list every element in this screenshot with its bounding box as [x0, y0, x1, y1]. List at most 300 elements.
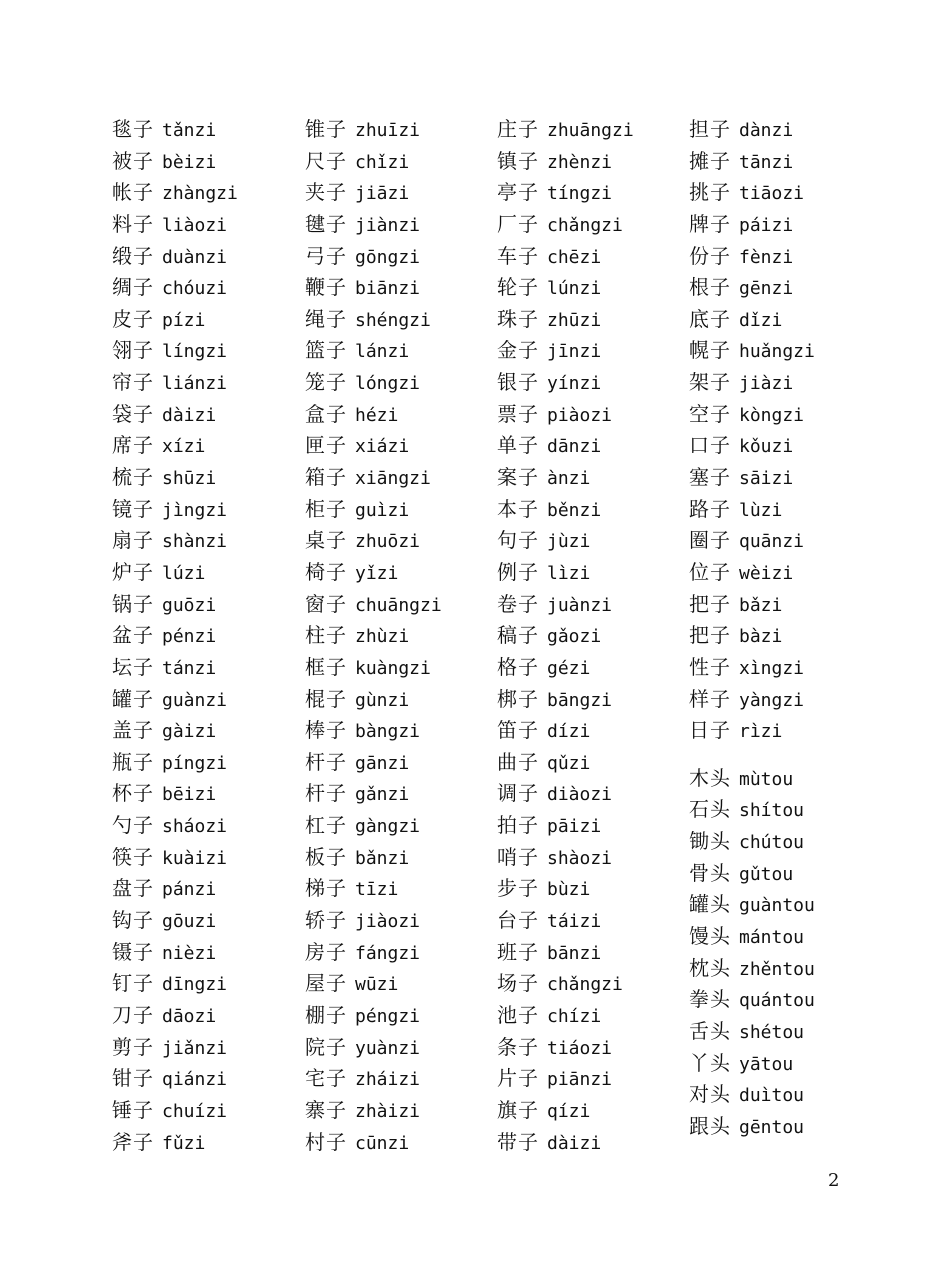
word-entry	[497, 968, 634, 1000]
word-entry	[112, 399, 238, 431]
word-entry	[305, 209, 442, 241]
word-entry	[689, 525, 815, 557]
word-hanzi: 份子	[689, 243, 731, 268]
word-pinyin: tíngzi	[547, 183, 613, 205]
word-entry	[112, 525, 238, 557]
word-entry	[689, 921, 815, 953]
word-pinyin: yātou	[739, 1053, 794, 1075]
word-hanzi: 钉子	[112, 971, 154, 996]
word-hanzi: 弓子	[305, 243, 347, 268]
word-entry	[305, 1095, 442, 1127]
word-hanzi: 亭子	[497, 180, 539, 205]
word-pinyin: ànzi	[547, 468, 591, 490]
word-entry	[689, 1048, 815, 1080]
word-entry	[112, 462, 238, 494]
word-entry	[305, 430, 442, 462]
word-pinyin: piānzi	[547, 1069, 613, 1091]
word-pinyin: guōzi	[162, 594, 217, 616]
word-entry	[305, 937, 442, 969]
word-pinyin: gēnzi	[739, 278, 794, 300]
word-pinyin: gǎozi	[547, 626, 602, 648]
word-entry	[497, 177, 634, 209]
word-entry	[305, 905, 442, 937]
word-hanzi: 盘子	[112, 876, 154, 901]
word-pinyin: tiáozi	[547, 1037, 613, 1059]
word-entry	[689, 462, 815, 494]
word-entry	[689, 494, 815, 526]
word-entry	[497, 810, 634, 842]
word-hanzi: 哨子	[497, 844, 539, 869]
word-entry	[305, 810, 442, 842]
word-entry	[497, 525, 634, 557]
word-entry	[497, 209, 634, 241]
word-entry	[497, 873, 634, 905]
word-pinyin: gézi	[547, 657, 591, 679]
word-entry	[112, 937, 238, 969]
word-hanzi: 金子	[497, 338, 539, 363]
word-pinyin: huǎngzi	[739, 341, 815, 363]
word-hanzi: 句子	[497, 528, 539, 553]
word-pinyin: chútou	[739, 832, 805, 854]
word-pinyin: qízi	[547, 1100, 591, 1122]
word-entry	[689, 1016, 815, 1048]
word-pinyin: běnzi	[547, 499, 602, 521]
word-entry	[689, 177, 815, 209]
word-hanzi: 罐子	[112, 686, 154, 711]
word-hanzi: 日子	[689, 718, 731, 743]
word-hanzi: 刀子	[112, 1002, 154, 1027]
word-hanzi: 屋子	[305, 971, 347, 996]
word-hanzi: 村子	[305, 1129, 347, 1154]
word-entry	[497, 589, 634, 621]
word-entry	[305, 873, 442, 905]
word-hanzi: 被子	[112, 148, 154, 173]
word-entry	[112, 1063, 238, 1095]
word-pinyin: gōuzi	[162, 911, 217, 933]
word-hanzi: 骨头	[689, 860, 731, 885]
word-entry	[689, 367, 815, 399]
word-pinyin: diàozi	[547, 784, 613, 806]
word-pinyin: kòngzi	[739, 404, 805, 426]
word-hanzi: 钳子	[112, 1066, 154, 1091]
word-entry	[305, 1063, 442, 1095]
word-pinyin: tānzi	[739, 151, 794, 173]
word-pinyin: chóuzi	[162, 278, 228, 300]
word-pinyin: pánzi	[162, 879, 217, 901]
word-hanzi: 棍子	[305, 686, 347, 711]
word-pinyin: jùzi	[547, 531, 591, 553]
word-entry	[112, 1095, 238, 1127]
word-pinyin: zhuāngzi	[547, 120, 634, 141]
word-entry	[689, 953, 815, 985]
word-pinyin: bàzi	[739, 626, 783, 648]
word-hanzi: 舌头	[689, 1018, 731, 1043]
word-pinyin: qiánzi	[162, 1069, 228, 1091]
word-pinyin: fènzi	[739, 246, 794, 268]
word-hanzi: 柜子	[305, 496, 347, 521]
word-hanzi: 席子	[112, 433, 154, 458]
word-hanzi: 轮子	[497, 275, 539, 300]
word-entry	[497, 620, 634, 652]
word-pinyin: táizi	[547, 911, 602, 933]
word-entry	[112, 810, 238, 842]
word-entry	[112, 430, 238, 462]
word-entry	[689, 763, 815, 795]
word-pinyin: sháozi	[162, 816, 228, 838]
word-hanzi: 台子	[497, 908, 539, 933]
word-hanzi: 空子	[689, 401, 731, 426]
word-entry	[305, 778, 442, 810]
word-pinyin: píngzi	[162, 752, 228, 774]
word-hanzi: 棚子	[305, 1002, 347, 1027]
word-pinyin: lúnzi	[547, 278, 602, 300]
word-entry	[689, 794, 815, 826]
word-pinyin: dàizi	[162, 404, 217, 426]
word-hanzi: 木头	[689, 765, 731, 790]
word-pinyin: kuàizi	[162, 847, 228, 869]
word-entry	[112, 1032, 238, 1064]
word-entry	[112, 241, 238, 273]
word-entry	[689, 589, 815, 621]
word-entry	[689, 272, 815, 304]
word-hanzi: 跟头	[689, 1113, 731, 1138]
word-hanzi: 车子	[497, 243, 539, 268]
word-pinyin: guànzi	[162, 689, 228, 711]
word-hanzi: 班子	[497, 939, 539, 964]
word-pinyin: lúzi	[162, 562, 206, 584]
word-hanzi: 挑子	[689, 180, 731, 205]
word-pinyin: pāizi	[547, 816, 602, 838]
word-hanzi: 样子	[689, 686, 731, 711]
word-pinyin: zhuīzi	[355, 120, 421, 141]
word-hanzi: 尺子	[305, 148, 347, 173]
word-entry	[689, 209, 815, 241]
word-pinyin: zhàngzi	[162, 183, 238, 205]
word-entry	[305, 335, 442, 367]
word-entry	[689, 1111, 815, 1143]
word-hanzi: 步子	[497, 876, 539, 901]
word-pinyin: lóngzi	[355, 373, 421, 395]
word-hanzi: 缎子	[112, 243, 154, 268]
word-hanzi: 鞭子	[305, 275, 347, 300]
word-hanzi: 窗子	[305, 591, 347, 616]
word-entry	[497, 1127, 634, 1159]
word-hanzi: 罐头	[689, 892, 731, 917]
word-hanzi: 庄子	[497, 117, 539, 141]
word-pinyin: bèizi	[162, 151, 217, 173]
word-hanzi: 格子	[497, 654, 539, 679]
word-hanzi: 路子	[689, 496, 731, 521]
word-hanzi: 毯子	[112, 117, 154, 141]
word-hanzi: 盒子	[305, 401, 347, 426]
word-pinyin: shétou	[739, 1021, 805, 1043]
word-pinyin: zhàizi	[355, 1100, 421, 1122]
word-entry	[497, 937, 634, 969]
word-hanzi: 桌子	[305, 528, 347, 553]
word-hanzi: 篮子	[305, 338, 347, 363]
word-entry	[689, 304, 815, 336]
word-entry	[689, 826, 815, 858]
word-entry	[305, 684, 442, 716]
word-entry	[112, 494, 238, 526]
word-hanzi: 镜子	[112, 496, 154, 521]
word-entry	[689, 984, 815, 1016]
word-pinyin: zhùzi	[355, 626, 410, 648]
word-hanzi: 性子	[689, 654, 731, 679]
word-entry	[112, 114, 238, 146]
word-pinyin: xiázi	[355, 436, 410, 458]
word-hanzi: 把子	[689, 623, 731, 648]
word-entry	[689, 399, 815, 431]
word-pinyin: chuāngzi	[355, 594, 442, 616]
word-entry	[112, 842, 238, 874]
word-entry	[497, 1000, 634, 1032]
word-entry	[497, 1063, 634, 1095]
word-pinyin: gōngzi	[355, 246, 421, 268]
word-hanzi: 旗子	[497, 1097, 539, 1122]
word-entry	[497, 335, 634, 367]
word-pinyin: gǎnzi	[355, 784, 410, 806]
word-entry	[112, 209, 238, 241]
word-entry	[112, 335, 238, 367]
word-hanzi: 牌子	[689, 211, 731, 236]
word-pinyin: dīngzi	[162, 974, 228, 996]
word-hanzi: 扇子	[112, 528, 154, 553]
word-entry	[305, 842, 442, 874]
section-gap	[689, 747, 815, 763]
word-pinyin: zhènzi	[547, 151, 613, 173]
word-pinyin: juànzi	[547, 594, 613, 616]
word-pinyin: fángzi	[355, 942, 421, 964]
word-hanzi: 梆子	[497, 686, 539, 711]
word-hanzi: 位子	[689, 559, 731, 584]
word-entry	[305, 968, 442, 1000]
word-entry	[112, 968, 238, 1000]
word-hanzi: 房子	[305, 939, 347, 964]
word-hanzi: 杆子	[305, 781, 347, 806]
word-entry	[305, 1127, 442, 1159]
word-entry	[689, 889, 815, 921]
word-hanzi: 池子	[497, 1002, 539, 1027]
word-entry	[305, 462, 442, 494]
word-entry	[497, 462, 634, 494]
word-hanzi: 袋子	[112, 401, 154, 426]
word-pinyin: lùzi	[739, 499, 783, 521]
word-hanzi: 翎子	[112, 338, 154, 363]
word-pinyin: língzi	[162, 341, 228, 363]
word-entry	[305, 715, 442, 747]
word-hanzi: 把子	[689, 591, 731, 616]
word-pinyin: bǎzi	[739, 594, 783, 616]
word-pinyin: yínzi	[547, 373, 602, 395]
word-pinyin: zháizi	[355, 1069, 421, 1091]
word-pinyin: chǐzi	[355, 151, 410, 173]
word-entry	[305, 146, 442, 178]
word-entry	[497, 842, 634, 874]
word-entry	[112, 177, 238, 209]
word-pinyin: tīzi	[355, 879, 399, 901]
word-pinyin: wūzi	[355, 974, 399, 996]
word-entry	[305, 1032, 442, 1064]
word-entry	[112, 589, 238, 621]
word-entry	[305, 177, 442, 209]
word-hanzi: 镇子	[497, 148, 539, 173]
word-hanzi: 帘子	[112, 370, 154, 395]
word-entry	[689, 335, 815, 367]
word-entry	[112, 304, 238, 336]
word-entry	[497, 430, 634, 462]
word-pinyin: mùtou	[739, 768, 794, 790]
word-hanzi: 拳头	[689, 987, 731, 1012]
word-pinyin: chǎngzi	[547, 974, 623, 996]
word-pinyin: guìzi	[355, 499, 410, 521]
word-entry	[112, 557, 238, 589]
word-hanzi: 匣子	[305, 433, 347, 458]
word-pinyin: xìngzi	[739, 657, 805, 679]
word-pinyin: chízi	[547, 1005, 602, 1027]
word-pinyin: tǎnzi	[162, 120, 217, 141]
word-entry	[305, 620, 442, 652]
word-pinyin: shūzi	[162, 468, 217, 490]
word-pinyin: shéngzi	[355, 309, 431, 331]
word-pinyin: chǎngzi	[547, 214, 623, 236]
word-hanzi: 锤子	[112, 1097, 154, 1122]
word-pinyin: lìzi	[547, 562, 591, 584]
word-pinyin: kuàngzi	[355, 657, 431, 679]
word-hanzi: 幌子	[689, 338, 731, 363]
word-pinyin: zhuōzi	[355, 531, 421, 553]
word-entry	[305, 272, 442, 304]
word-entry	[305, 114, 442, 146]
word-pinyin: guàntou	[739, 895, 815, 917]
word-pinyin: jiànzi	[355, 214, 421, 236]
word-hanzi: 椅子	[305, 559, 347, 584]
word-hanzi: 底子	[689, 306, 731, 331]
word-entry	[497, 272, 634, 304]
word-hanzi: 条子	[497, 1034, 539, 1059]
word-pinyin: pízi	[162, 309, 206, 331]
word-hanzi: 案子	[497, 465, 539, 490]
word-pinyin: nièzi	[162, 942, 217, 964]
word-pinyin: zhūzi	[547, 309, 602, 331]
word-pinyin: jiǎnzi	[162, 1037, 228, 1059]
word-pinyin: shàozi	[547, 847, 613, 869]
word-pinyin: jiāzi	[355, 183, 410, 205]
word-hanzi: 梯子	[305, 876, 347, 901]
word-hanzi: 院子	[305, 1034, 347, 1059]
word-pinyin: bàngzi	[355, 721, 421, 743]
word-pinyin: chuízi	[162, 1100, 228, 1122]
word-entry	[497, 747, 634, 779]
word-hanzi: 调子	[497, 781, 539, 806]
word-pinyin: dǐzi	[739, 309, 783, 331]
word-hanzi: 例子	[497, 559, 539, 584]
word-entry	[112, 620, 238, 652]
word-entry	[497, 652, 634, 684]
word-entry	[305, 304, 442, 336]
word-hanzi: 瓶子	[112, 749, 154, 774]
word-pinyin: sāizi	[739, 468, 794, 490]
word-pinyin: péngzi	[355, 1005, 421, 1027]
word-hanzi: 料子	[112, 211, 154, 236]
word-hanzi: 片子	[497, 1066, 539, 1091]
word-entry	[497, 241, 634, 273]
word-hanzi: 摊子	[689, 148, 731, 173]
word-hanzi: 曲子	[497, 749, 539, 774]
word-pinyin: shítou	[739, 800, 805, 822]
word-hanzi: 塞子	[689, 465, 731, 490]
word-hanzi: 丫头	[689, 1050, 731, 1075]
word-entry	[689, 241, 815, 273]
word-pinyin: páizi	[739, 214, 794, 236]
word-pinyin: kǒuzi	[739, 436, 794, 458]
word-hanzi: 绳子	[305, 306, 347, 331]
word-entry	[112, 684, 238, 716]
word-pinyin: shànzi	[162, 531, 228, 553]
word-hanzi: 梳子	[112, 465, 154, 490]
word-entry	[689, 557, 815, 589]
word-entry	[689, 715, 815, 747]
word-entry	[689, 1079, 815, 1111]
word-pinyin: tiāozi	[739, 183, 805, 205]
word-hanzi: 斧子	[112, 1129, 154, 1154]
word-hanzi: 框子	[305, 654, 347, 679]
word-pinyin: gēntou	[739, 1116, 805, 1138]
word-pinyin: bāngzi	[547, 689, 613, 711]
word-pinyin: yuànzi	[355, 1037, 421, 1059]
word-pinyin: gàngzi	[355, 816, 421, 838]
word-entry	[112, 1000, 238, 1032]
word-hanzi: 本子	[497, 496, 539, 521]
word-entry	[497, 1095, 634, 1127]
word-pinyin: bǎnzi	[355, 847, 410, 869]
word-entry	[497, 905, 634, 937]
word-hanzi: 担子	[689, 117, 731, 141]
word-pinyin: zhěntou	[739, 958, 815, 980]
word-entry	[112, 747, 238, 779]
word-entry	[689, 684, 815, 716]
word-pinyin: rìzi	[739, 721, 783, 743]
word-hanzi: 盆子	[112, 623, 154, 648]
word-hanzi: 笼子	[305, 370, 347, 395]
word-pinyin: xiāngzi	[355, 468, 431, 490]
word-hanzi: 帐子	[112, 180, 154, 205]
word-entry	[112, 652, 238, 684]
word-pinyin: bānzi	[547, 942, 602, 964]
word-pinyin: jìngzi	[162, 499, 228, 521]
word-hanzi: 圈子	[689, 528, 731, 553]
word-entry	[305, 399, 442, 431]
word-entry	[112, 146, 238, 178]
word-entry	[305, 589, 442, 621]
word-hanzi: 场子	[497, 971, 539, 996]
word-entry	[305, 525, 442, 557]
word-pinyin: dízi	[547, 721, 591, 743]
word-hanzi: 盖子	[112, 718, 154, 743]
word-pinyin: tánzi	[162, 657, 217, 679]
word-entry	[497, 684, 634, 716]
word-entry	[305, 557, 442, 589]
word-entry	[689, 430, 815, 462]
word-entry	[497, 146, 634, 178]
word-pinyin: yàngzi	[739, 689, 805, 711]
word-entry	[305, 494, 442, 526]
word-hanzi: 杆子	[305, 749, 347, 774]
word-hanzi: 石头	[689, 797, 731, 822]
word-hanzi: 筷子	[112, 844, 154, 869]
word-pinyin: cūnzi	[355, 1132, 410, 1154]
word-hanzi: 票子	[497, 401, 539, 426]
